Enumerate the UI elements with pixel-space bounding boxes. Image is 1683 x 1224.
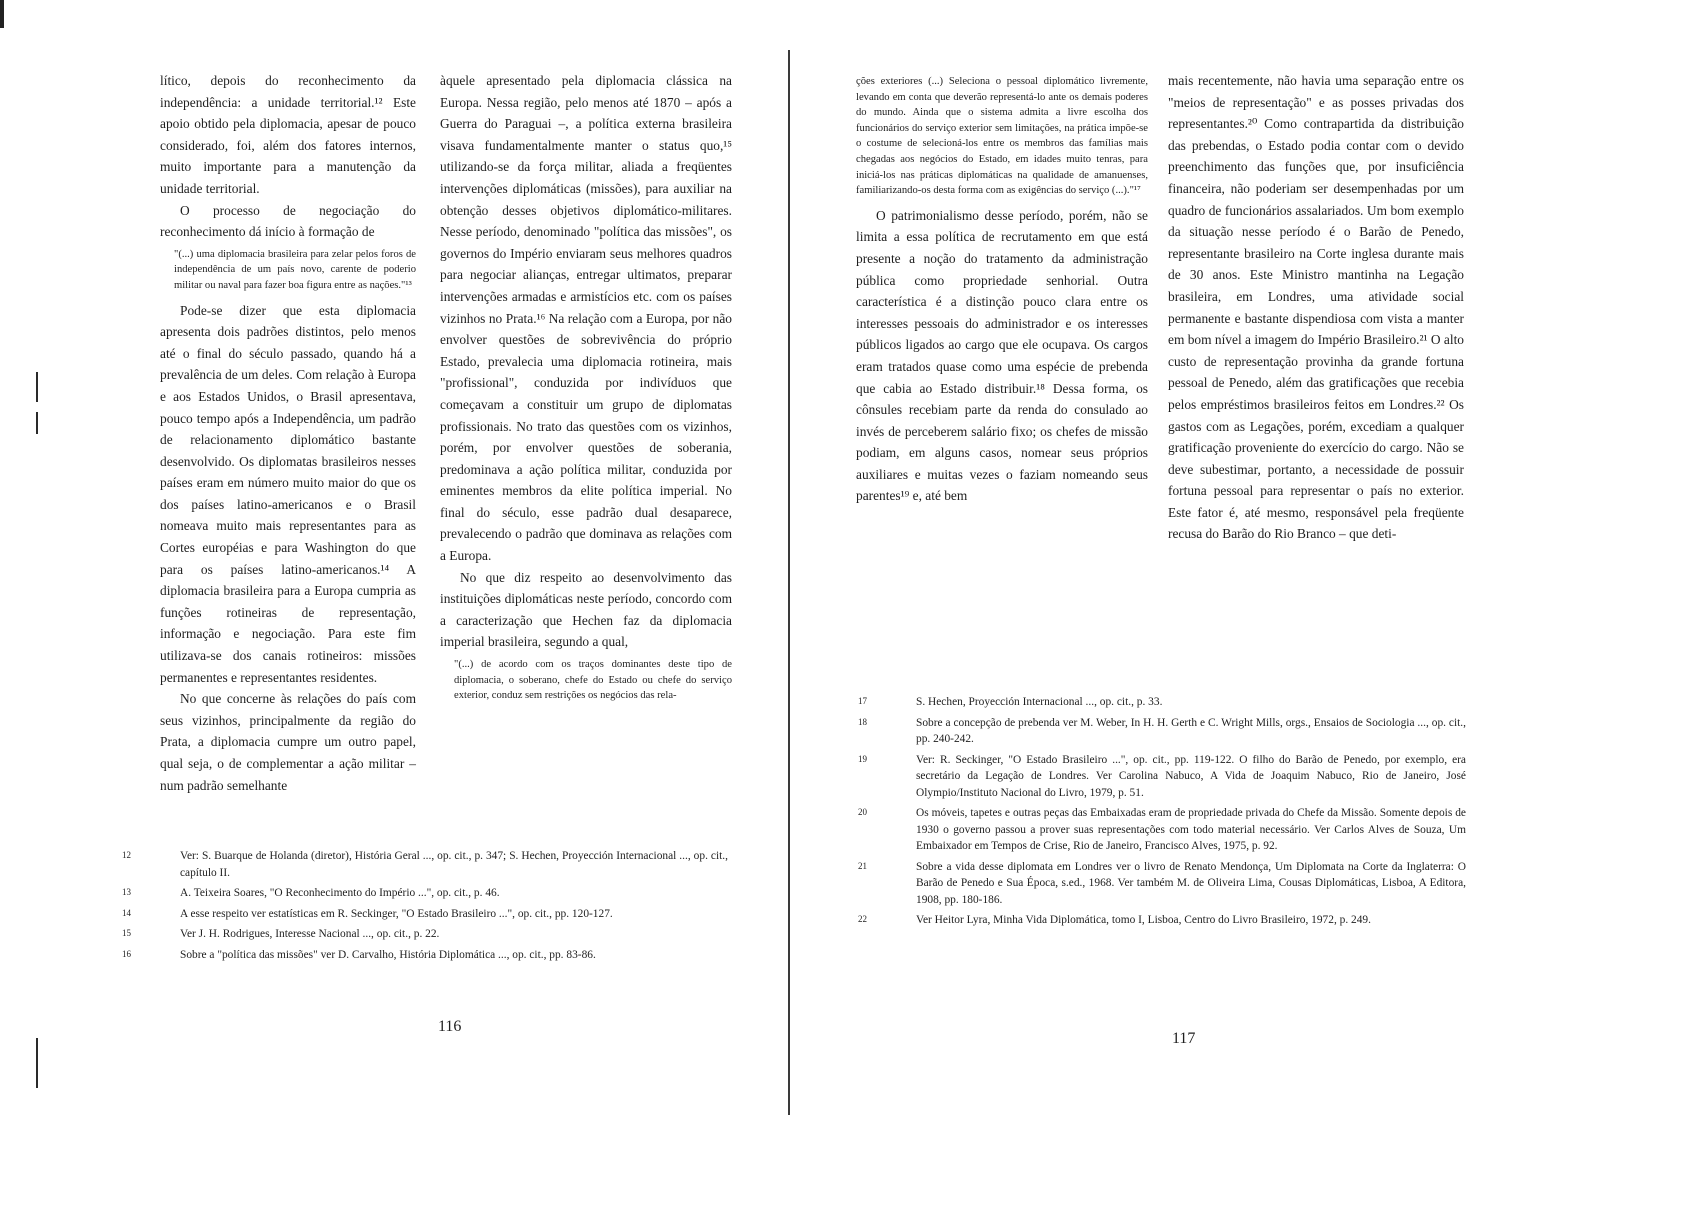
- footnote-number: 17: [858, 696, 867, 706]
- footnote-text: Os móveis, tapetes e outras peças das Embaixadas eram de propriedade privada do Chefe da Missão. Somente depois de 1930 o governo passou a prover suas representações com todo material necessário. Ver Carlos Alves de Souza, Um Embaixador em Tempos de Crise, Rio de Janeiro, Francisco Alves, 1975, p. 92.: [916, 807, 1466, 852]
- margin-mark: [36, 412, 38, 434]
- page-number-right: 117: [1172, 1030, 1196, 1047]
- footnote: [858, 752, 1466, 802]
- margin-mark: [36, 372, 38, 402]
- paragraph: No que diz respeito ao desenvolvimento das instituições diplomáticas neste período, concordo com a caracterização que Hechen faz da diplomacia imperial brasileira, segundo a qual,: [440, 569, 732, 650]
- paragraph: No que concerne às relações do país com seus vizinhos, principalmente da região do Prata, a diplomacia cumpre um outro papel, qual seja, o de complementar a ação militar – num padrão semelhante: [160, 691, 416, 793]
- right-page-footnotes: [858, 694, 1466, 933]
- scan-edge-mark: [0, 0, 4, 28]
- footnote: [122, 885, 728, 902]
- footnote-text: A. Teixeira Soares, "O Reconhecimento do Império ...", op. cit., p. 46.: [180, 887, 500, 899]
- footnote-text: Sobre a "política das missões" ver D. Carvalho, História Diplomática ..., op. cit., pp. 83-86.: [180, 948, 596, 961]
- footnote: [122, 926, 728, 943]
- footnote-text: Sobre a concepção de prebenda ver M. Weber, In H. H. Gerth e C. Wright Mills, orgs., Ensaios de Sociologia ..., op. cit., pp. 240-242.: [916, 716, 1466, 745]
- footnote-text: Ver J. H. Rodrigues, Interesse Nacional ..., op. cit., p. 22.: [180, 928, 440, 940]
- paragraph: O patrimonialismo desse período, porém, não se limita a essa política de recrutamento em que está presente a noção do tratamento da administração pública como propriedade senhorial. Outra característica é a distinção pouco clara entre os interesses pessoais do administrador e os interesses públicos ligados ao cargo que ele ocupava. Os cargos eram tratados quase como uma espécie de prebenda que cabia ao Estado distribuir.¹⁸ Dessa forma, os cônsules recebiam parte da renda do consulado ao invés de perceberem salário fixo; os chefes de missão podiam, em alguns casos, nomear seus próprios auxiliares e muitas vezes o faziam nomeando seus parentes¹⁹ e, até bem: [856, 207, 1148, 504]
- right-page-column-1: [856, 70, 1148, 507]
- footnote-number: 20: [858, 807, 867, 817]
- footnote: [858, 805, 1466, 855]
- footnote-number: 16: [122, 948, 131, 959]
- footnote: [122, 947, 728, 964]
- footnote-text: Sobre a vida desse diplomata em Londres ver o livro de Renato Mendonça, Um Diplomata na Corte da Inglaterra: O Barão de Penedo e Sua Época, s.ed., 1968. Ver também M. de Oliveira Lima, Cousas Diplomáticas, Lisboa, A Editora, 1908, pp. 180-186.: [916, 860, 1466, 906]
- footnote-text: A esse respeito ver estatísticas em R. Seckinger, "O Estado Brasileiro ...", op. cit., pp. 120-127.: [180, 907, 613, 920]
- footnote: [122, 906, 728, 923]
- paragraph: lítico, depois do reconhecimento da independência: a unidade territorial.¹² Este apoio obtido pela diplomacia, apesar de pouco considerado, foi, além dos fatores internos, muito importante para a manutenção da unidade territorial.: [160, 73, 416, 196]
- footnote: [858, 715, 1466, 748]
- left-page-column-1: [160, 70, 416, 796]
- page-number-left: 116: [438, 1018, 462, 1035]
- footnote-number: 14: [122, 907, 131, 918]
- footnote-number: 15: [122, 928, 131, 938]
- footnote-text: Ver: R. Seckinger, "O Estado Brasileiro ...", op. cit., pp. 119-122. O filho do Barão de Penedo, por exemplo, era secretário da Legação de Londres. Ver Carolina Nabuco, A Vida de Joaquim Nabuco, Rio de Janeiro, José Olympio/Instituto Nacional do Livro, 1979, p. 51.: [916, 753, 1466, 799]
- footnote-number: 13: [122, 887, 131, 897]
- left-page-column-2: [440, 70, 732, 710]
- footnote: [122, 848, 728, 881]
- footnote-text: Ver Heitor Lyra, Minha Vida Diplomática, tomo I, Lisboa, Centro do Livro Brasileiro, 1972, p. 249.: [916, 914, 1371, 926]
- footnote-text: Ver: S. Buarque de Holanda (diretor), História Geral ..., op. cit., p. 347; S. Hechen, Proyección Internacional ..., op. cit., capítulo II.: [180, 850, 728, 879]
- block-quote: "(...) de acordo com os traços dominantes deste tipo de diplomacia, o soberano, chefe do Estado ou chefe do serviço exterior, conduz sem restrições os negócios das rela-: [454, 659, 732, 702]
- footnote: [858, 912, 1466, 929]
- left-page-footnotes: [122, 848, 728, 967]
- footnote-number: 18: [858, 716, 867, 727]
- footnote-number: 21: [858, 860, 867, 871]
- footnote-number: 12: [122, 850, 131, 860]
- margin-mark: [36, 1038, 38, 1088]
- paragraph: Pode-se dizer que esta diplomacia apresenta dois padrões distintos, pelo menos até o final do século passado, quando há a prevalência de um deles. Com relação à Europa e aos Estados Unidos, o Brasil apresentava, pouco tempo após a Independência, um padrão de relacionamento diplomático bastante desenvolvido. Os diplomatas brasileiros nesses países eram em número muito maior do que os dos países latino-americanos e o Brasil nomeava muito mais representantes para as Cortes européias e para Washington do que para os países latino-americanos.¹⁴ A diplomacia brasileira para a Europa cumpria as funções rotineiras de representação, informação e negociação. Para este fim utilizava-se dos canais rotineiros: missões permanentes e representantes residentes.: [160, 302, 416, 685]
- paragraph: O processo de negociação do reconhecimento dá início à formação de: [160, 202, 416, 240]
- paragraph: àquele apresentado pela diplomacia clássica na Europa. Nessa região, pelo menos até 1870 – após a Guerra do Paraguai –, a política externa brasileira visava fundamentalmente manter o status quo,¹⁵ utilizando-se da força militar, aliada a freqüentes intervenções diplomáticas (missões), para auxiliar na obtenção desses objetivos diplomático-militares. Nesse período, denominado "política das missões", os governos do Império enviaram seus melhores quadros para negociar alianças, entregar ultimatos, preparar intervenções armadas e armistícios etc. com os países vizinhos no Prata.¹⁶ Na relação com a Europa, por não envolver questões de sobrevivência do próprio Estado, prevalecia uma diplomacia rotineira, mais "profissional", conduzida por indivíduos que começavam a constituir um grupo de diplomatas profissionais. No trato das questões com os vizinhos, porém, por envolver questões de soberania, predominava a ação política militar, conduzida por eminentes membros da elite política imperial. No final do século, esse padrão dual desaparece, prevalecendo o padrão que dominava as relações com a Europa.: [440, 73, 732, 564]
- paragraph: mais recentemente, não havia uma separação entre os "meios de representação" e as posses privadas dos representantes.²⁰ Como contrapartida da distribuição das prebendas, o Estado podia contar com o devido preenchimento das funções que, por insuficiência financeira, não poderiam ser desempenhadas por um quadro de funcionários assalariados. Um bom exemplo da situação nesse período é o Barão de Penedo, representante brasileiro na Corte inglesa durante mais de 30 anos. Este Ministro mantinha na Legação brasileira, em Londres, uma atividade social permanente e bastante dispendiosa com vista a manter em bom nível a imagem do Império Brasileiro.²¹ O alto custo de representação provinha da grande fortuna pessoal de Penedo, além das gratificações que recebia pelos empréstimos brasileiros feitos em Londres.²² Os gastos com as Legações, porém, excediam a qualquer gratificação proveniente do exercício do cargo. Não se deve subestimar, portanto, a necessidade de possuir fortuna pessoal para representar o país no exterior. Este fator é, até mesmo, responsável pela freqüente recusa do Barão do Rio Branco – que deti-: [1168, 73, 1464, 542]
- block-quote: ções exteriores (...) Seleciona o pessoal diplomático livremente, levando em conta que deverão representá-lo ante os demais poderes do mundo. Ainda que o sistema admita a livre escolha dos funcionários do serviço exterior sem limitações, na prática impõe-se o costume de selecioná-los entre os membros das famílias mais chegadas aos negócios do Estado, em idades muito tenras, para iniciá-los nas práticas diplomáticas na qualidade de amanuenses, familiarizando-os desta forma com as exigências do serviço (...)."¹⁷: [856, 76, 1148, 197]
- footnote: [858, 694, 1466, 711]
- right-page-column-2: [1168, 70, 1464, 545]
- block-quote: "(...) uma diplomacia brasileira para zelar pelos foros de independência de um país novo, carente de poderio militar ou naval para fazer boa figura entre as nações."¹³: [174, 248, 416, 291]
- footnote-number: 19: [858, 753, 867, 764]
- footnote: [858, 859, 1466, 909]
- footnote-text: S. Hechen, Proyección Internacional ..., op. cit., p. 33.: [916, 696, 1163, 708]
- footnote-number: 22: [858, 914, 867, 924]
- gutter-line: [788, 50, 790, 1115]
